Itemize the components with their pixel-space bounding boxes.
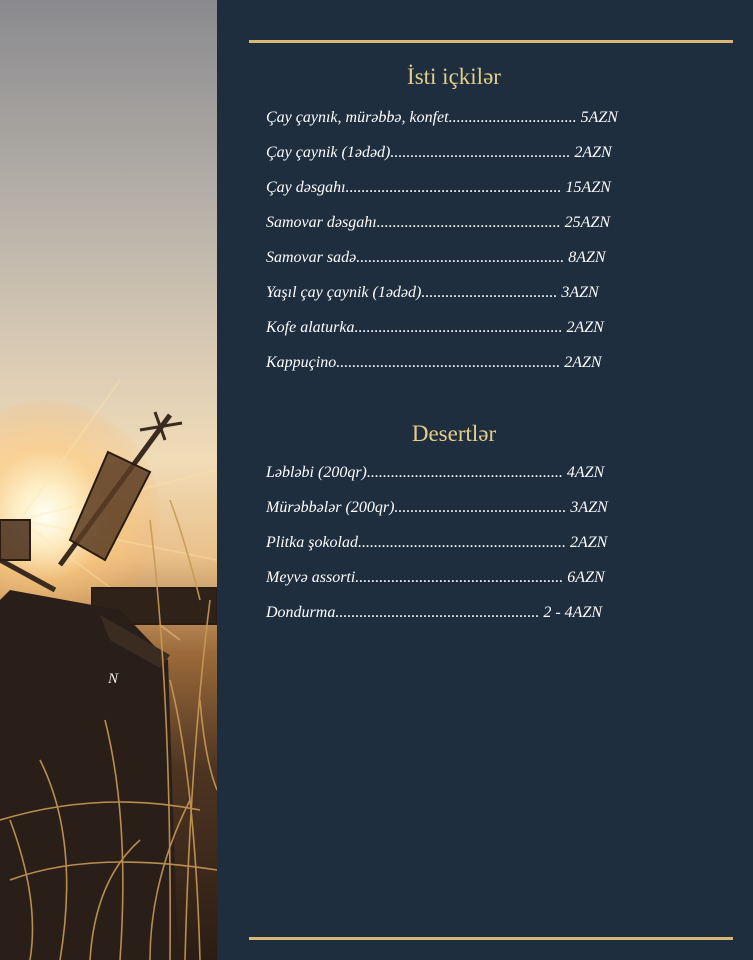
hot-drinks-list bbox=[266, 107, 618, 387]
section-title-hot-drinks: İsti içkilər bbox=[407, 64, 501, 89]
windmill-sunset-photo bbox=[0, 0, 217, 960]
menu-item: Çay dəsgahı...................................................... 15AZN bbox=[266, 179, 611, 196]
bottom-gold-rule bbox=[249, 937, 733, 940]
top-gold-rule bbox=[249, 40, 733, 43]
menu-item: Kappuçino........................................................ 2AZN bbox=[266, 354, 602, 371]
menu-item: Samovar sadə.................................................... 8AZN bbox=[266, 249, 606, 266]
menu-panel bbox=[217, 0, 753, 960]
menu-item: Plitka şokolad.................................................... 2AZN bbox=[266, 534, 608, 551]
menu-item: Çay çaynık, mürəbbə, konfet................................ 5AZN bbox=[266, 109, 618, 126]
menu-item: Mürəbbələr (200qr)........................................... 3AZN bbox=[266, 499, 608, 516]
windmill-silhouette bbox=[0, 0, 217, 960]
desserts-list bbox=[266, 462, 608, 637]
menu-item: Dondurma................................................... 2 - 4AZN bbox=[266, 604, 603, 621]
menu-item: Kofe alaturka.................................................... 2AZN bbox=[266, 319, 604, 336]
photo-overlay-letter: N bbox=[108, 671, 119, 687]
menu-item: Çay çaynik (1ədəd)............................................. 2AZN bbox=[266, 144, 612, 161]
menu-item: Meyvə assorti.................................................... 6AZN bbox=[266, 569, 605, 586]
menu-item: Samovar dəsgahı.............................................. 25AZN bbox=[266, 214, 610, 231]
section-title-desserts: Desertlər bbox=[411, 421, 497, 446]
menu-item: Yaşıl çay çaynik (1ədəd).................................. 3AZN bbox=[266, 284, 599, 301]
menu-item: Ləbləbi (200qr)................................................. 4AZN bbox=[266, 464, 605, 481]
